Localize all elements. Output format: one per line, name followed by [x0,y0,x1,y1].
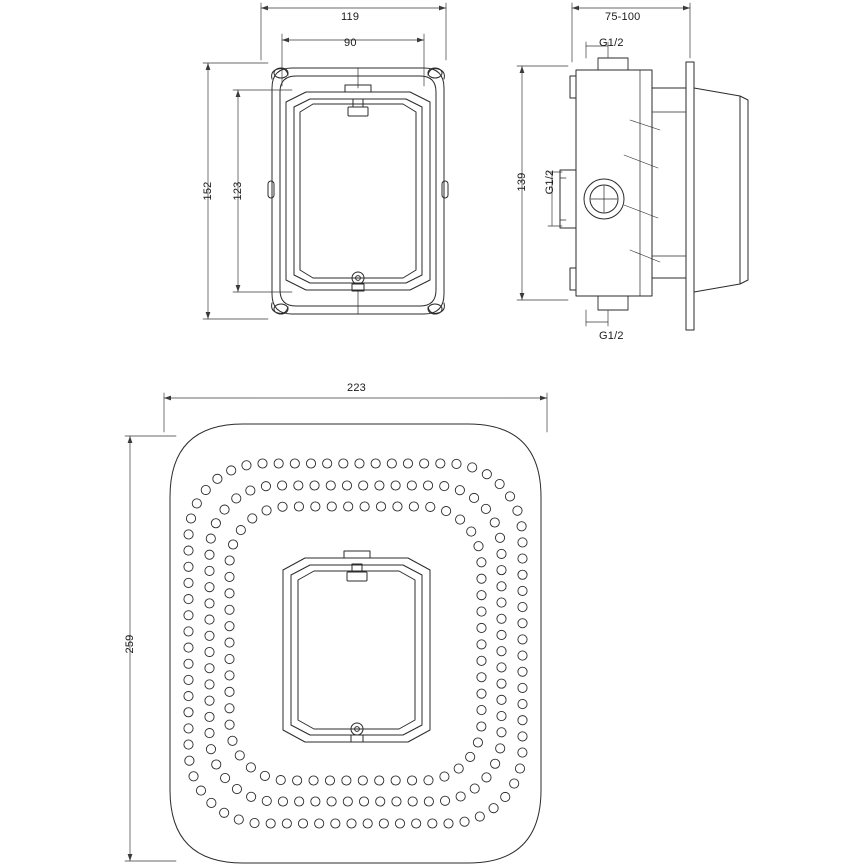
dim-label-119: 119 [341,11,360,23]
dim-label-223: 223 [347,382,366,394]
dim-label-139: 139 [516,172,528,192]
dim-label-g12-bottom: G1/2 [599,330,624,342]
dim-label-g12-side: G1/2 [544,169,556,195]
dim-label-259: 259 [124,634,136,654]
perforation-ring-middle [205,481,506,806]
dim-label-g12-top: G1/2 [599,37,624,49]
dim-label-75-100: 75-100 [605,11,641,23]
dim-label-152: 152 [202,181,214,201]
perforation-ring-inner [225,502,486,785]
dim-label-123: 123 [232,181,244,201]
dim-label-90: 90 [344,37,357,49]
side-section-view [560,58,748,330]
front-view-body [268,68,448,314]
perforation-ring-outer [184,459,527,828]
cover-plate-view [170,424,541,863]
